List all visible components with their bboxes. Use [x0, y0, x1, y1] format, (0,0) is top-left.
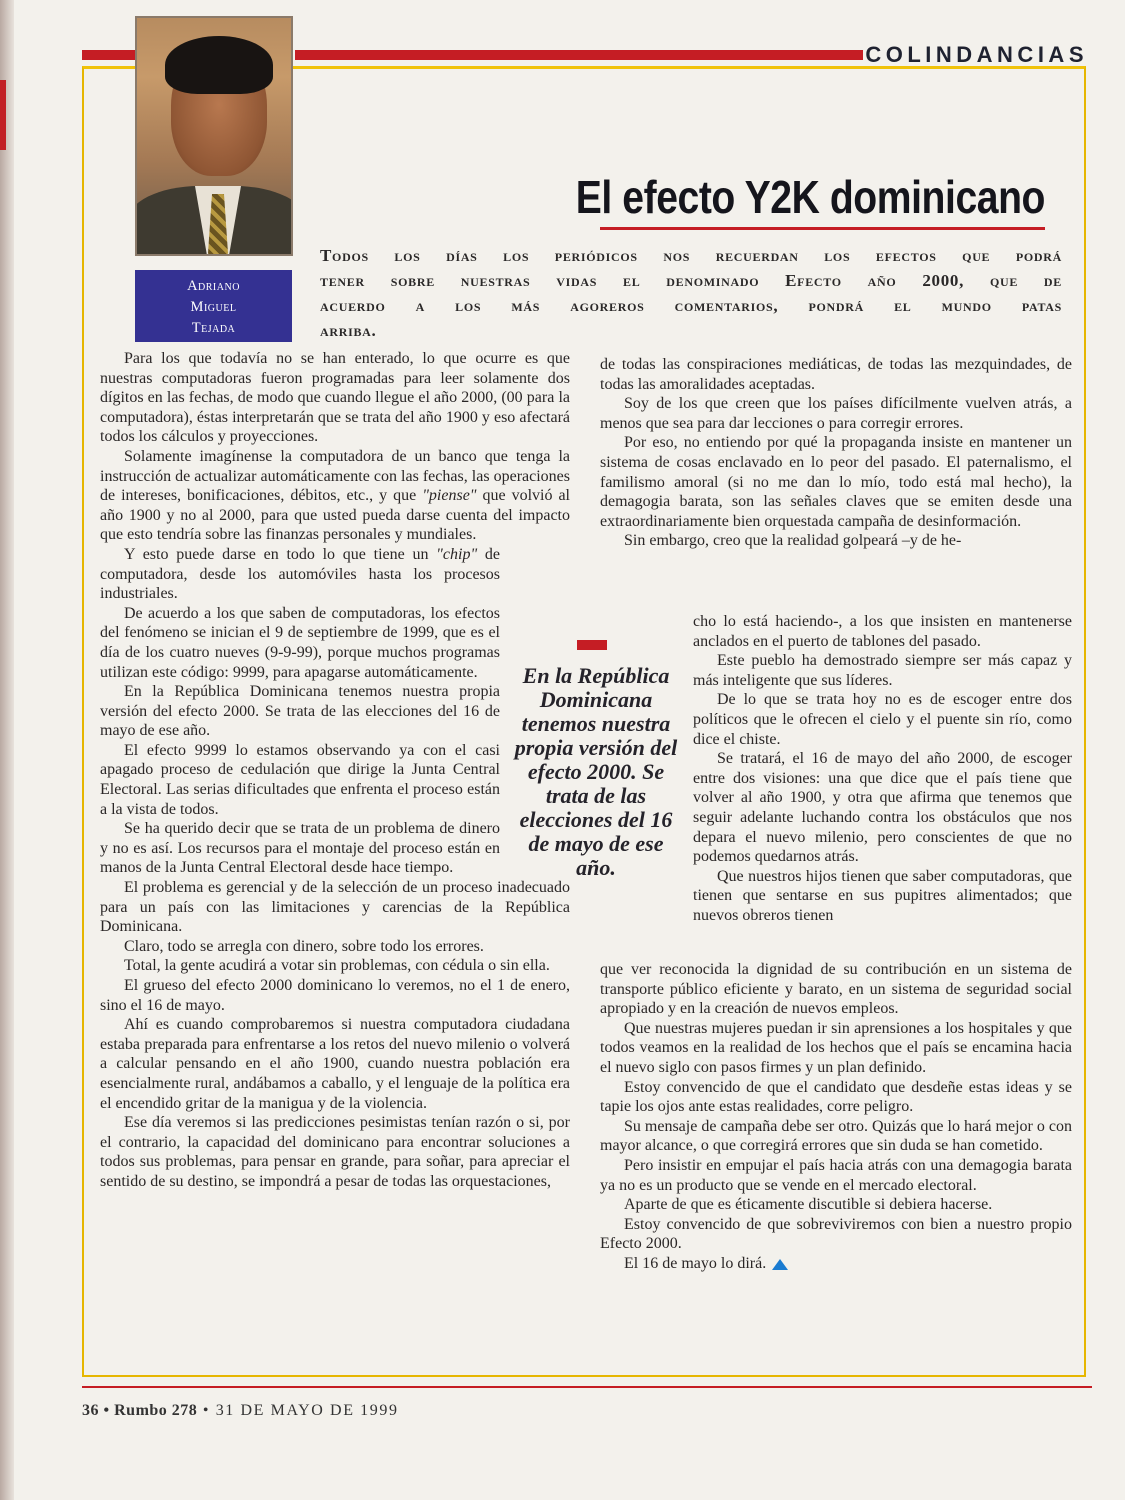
paragraph: Estoy convencido de que sobreviviremos con bien a nuestro propio Efecto 2000.	[600, 1215, 1072, 1253]
paragraph: Pero insistir en empujar el país hacia atrás con una demagogia barata ya no es un producto que se vende en el mercado electoral.	[600, 1156, 1072, 1194]
right-column-narrow	[693, 612, 1072, 926]
page-spine-edge	[0, 0, 14, 1500]
top-red-rule-left	[82, 50, 137, 60]
magazine-issue: Rumbo 278	[114, 1402, 198, 1419]
paragraph: De acuerdo a los que saben de computadoras, los efectos del fenómeno se inician el 9 de septiembre de 1999, que es el día de los cuatro nueves (9-9-99), porque muchos programas utilizan este código: 9999, para apagarse automáticamente.	[100, 604, 500, 681]
deck-line-4: arriba.	[320, 321, 377, 340]
paragraph: Que nuestras mujeres puedan ir sin aprensiones a los hospitales y que todos veamos en la realidad de los hechos que el país se encamina hacia el nuevo siglo con pasos firmes y un plan definido.	[600, 1019, 1072, 1076]
paragraph: Sin embargo, creo que la realidad golpeará –y de he-	[624, 532, 962, 550]
paragraph: Se ha querido decir que se trata de un problema de dinero y no es así. Los recursos para el montaje del proceso están en manos de la Junta Central Electoral desde hace tiempo.	[100, 820, 500, 877]
right-column-top	[600, 355, 1072, 551]
deck-line-1: Todos los días los periódicos nos recuerdan los efectos que podrá	[320, 246, 1062, 265]
paragraph: Solamente imagínense la computadora de un banco que tenga la instrucción de actualizar automáticamente con las fechas, las operaciones de intereses, bonificaciones, débitos, etc., y que "piense" que volvió al año 1900 y no al 2000, para que usted pueda darse cuenta del impacto que esto tendría sobre las finanzas personales y mundiales.	[100, 447, 570, 544]
paragraph: El efecto 9999 lo estamos observando ya con el casi apagado proceso de cedulación que dirige la Junta Central Electoral. Las serias dificultades que enfrenta el proceso están a la vista de todos.	[100, 741, 500, 818]
top-red-rule-right	[295, 50, 863, 60]
paragraph: Aparte de que es éticamente discutible si debiera hacerse.	[624, 1196, 993, 1214]
section-title: COLINDANCIAS	[865, 42, 1088, 67]
paragraph: Y esto puede darse en todo lo que tiene un "chip" de computadora, desde los automóviles hasta los procesos industriales.	[100, 545, 500, 603]
photo-hair	[165, 36, 273, 94]
left-column	[100, 349, 570, 1192]
paragraph: Ese día veremos si las predicciones pesimistas tenían razón o si, por el contrario, la capacidad del dominicano para encontrar soluciones a todos sus problemas, para pensar en grande, para soñar, para apreciar el sentido de su destino, se impondrá a pesar de todas las orquestaciones,	[100, 1114, 570, 1190]
author-middle-name: Miguel	[190, 299, 237, 315]
paragraph: Ahí es cuando comprobaremos si nuestra computadora ciudadana estaba preparada para enfrentarse a los retos del nuevo milenio o volverá a calcular pensando en el año 1900, cuando nuestra población era esencialmente rural, andábamos a caballo, y el lenguaje de la política era el encendido gritar de la manigua y de la violencia.	[100, 1016, 570, 1112]
author-first-name: Adriano	[187, 278, 240, 294]
paragraph: Estoy convencido de que el candidato que desdeñe estas ideas y se tapie los ojos ante estas realidades, corre peligro.	[600, 1078, 1072, 1116]
footer-separator: •	[99, 1402, 115, 1419]
paragraph: Claro, todo se arregla con dinero, sobre todo los errores.	[124, 937, 484, 955]
paragraph: que ver reconocida la dignidad de su contribución en un sistema de transporte público eficiente y barato, en un sistema de seguridad social apropiado y en la creación de nuevos empleos.	[600, 961, 1072, 1018]
footer-red-rule	[82, 1386, 1092, 1388]
page-number: 36	[82, 1402, 99, 1419]
paragraph: Para los que todavía no se han enterado, lo que ocurre es que nuestras computadoras fueron programadas para leer solamente dos dígitos en las fechas, de modo que cuando llegue el año 2000, (00 para la computadora), éstas interpretarán que se trata del año 1900 y eso afectará todos los cálculos y proyecciones.	[100, 350, 570, 446]
paragraph: de todas las conspiraciones mediáticas, de todas las mezquindades, de todas las amoralidades aceptadas.	[600, 356, 1072, 393]
deck-line-2: tener sobre nuestras vidas el denominado Efecto año 2000, que de	[320, 271, 1062, 290]
paragraph: Este pueblo ha demostrado siempre ser más capaz y más inteligente que sus líderes.	[693, 652, 1072, 689]
paragraph: En la República Dominicana tenemos nuestra propia versión del efecto 2000. Se trata de las elecciones del 16 de mayo de ese año.	[100, 683, 500, 740]
paragraph: Que nuestros hijos tienen que saber computadoras, que tienen que sentarse en sus pupitres alimentados; que nuevos obreros tienen	[693, 867, 1072, 924]
paragraph: cho lo está haciendo-, a los que insisten en mantenerse anclados en el puerto de tablones del pasado.	[693, 613, 1072, 650]
article-headline: El efecto Y2K dominicano	[575, 171, 1045, 223]
spine-red-mark	[0, 80, 6, 150]
end-of-article-triangle-icon	[772, 1259, 788, 1270]
paragraph: El 16 de mayo lo dirá.	[600, 1254, 1072, 1274]
issue-date: 31 DE MAYO DE 1999	[215, 1402, 399, 1419]
paragraph: El problema es gerencial y de la selección de un proceso inadecuado para un país con las limitaciones y carencias de la República Dominicana.	[100, 879, 570, 936]
paragraph: De lo que se trata hoy no es de escoger entre dos políticos que le ofrecen el cielo y el puente sin río, como dice el chiste.	[693, 691, 1072, 748]
footer-separator: •	[197, 1402, 216, 1419]
author-name-box	[135, 270, 292, 342]
author-last-name: Tejada	[191, 320, 236, 336]
article-deck	[320, 243, 1062, 343]
paragraph: El grueso del efecto 2000 dominicano lo veremos, no el 1 de enero, sino el 16 de mayo.	[100, 977, 570, 1014]
pullquote-red-mark	[577, 640, 607, 650]
paragraph: Soy de los que creen que los países difícilmente vuelven atrás, a menos que sea para dar lecciones o para corregir errores.	[600, 395, 1072, 432]
deck-line-3: acuerdo a los más agoreros comentarios, pondrá el mundo patas	[320, 296, 1062, 315]
pullquote: En la República Dominicana tenemos nuestra propia versión del efecto 2000. Se trata de las elecciones del 16 de mayo de ese año.	[514, 663, 678, 880]
paragraph: Total, la gente acudirá a votar sin problemas, con cédula o sin ella.	[124, 957, 550, 975]
paragraph: Su mensaje de campaña debe ser otro. Quizás que lo hará mejor o con mayor alcance, o que corregirá errores que sin duda se han cometido.	[600, 1117, 1072, 1155]
headline-red-rule	[600, 227, 1045, 230]
paragraph: Se tratará, el 16 de mayo del año 2000, de escoger entre dos visiones: una que dice que el país tiene que volver al año 1900, y otra que afirma que tenemos que seguir adelante luchando contra los obstáculos que nos depara el nuevo milenio, pero conscientes de que no podemos quedarnos atrás.	[693, 750, 1072, 866]
right-column-bottom	[600, 960, 1072, 1274]
paragraph: Por eso, no entiendo por qué la propaganda insiste en mantener un sistema de cosas enclavado en lo peor del pasado. El paternalismo, el familismo amoral (si no me dan lo mío, todo está mal hecho), la demagogia barata, son las señales claves que se emiten desde una extraordinariamente bien orquestada campaña de desinformación.	[600, 434, 1072, 530]
author-photo	[135, 16, 293, 256]
page-footer	[82, 1402, 399, 1420]
